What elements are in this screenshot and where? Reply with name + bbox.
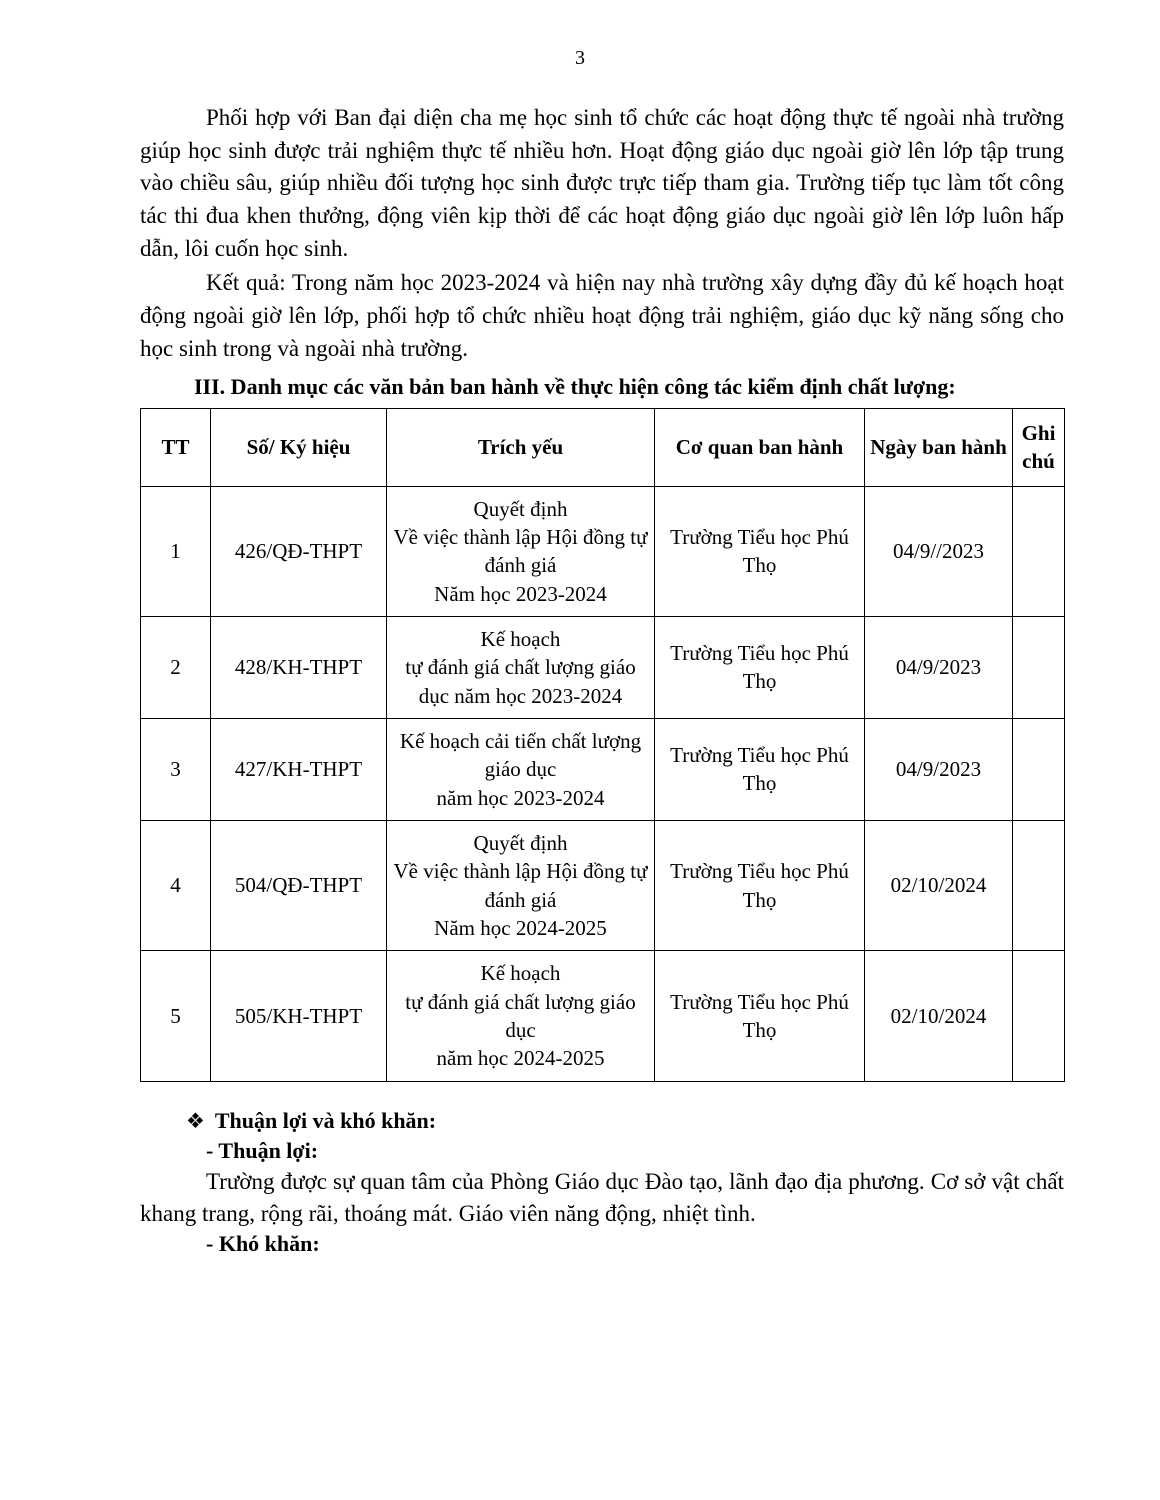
cell-ghi-chu [1013,718,1065,820]
cell-tt: 3 [141,718,211,820]
cell-so: 426/QĐ-THPT [211,486,387,616]
after-table-section [140,1108,1064,1257]
table-header-row [141,408,1065,486]
cell-co-quan: Trường Tiểu học Phú Thọ [655,486,865,616]
documents-table [140,408,1065,1082]
table-header-tt: TT [141,408,211,486]
paragraph-2: Kết quả: Trong năm học 2023-2024 và hiện nay nhà trường xây dựng đầy đủ kế hoạch hoạt động ngoài giờ lên lớp, phối hợp tổ chức nhiều hoạt động trải nghiệm, giáo dục kỹ năng sống cho học sinh trong và ngoài nhà trường. [140,270,1064,361]
cell-trich-yeu: Quyết định Về việc thành lập Hội đồng tự đánh giá Năm học 2024-2025 [387,820,655,950]
section-heading: III. Danh mục các văn bản ban hành về thực hiện công tác kiểm định chất lượng: [194,374,956,400]
table-header-ghi-chu: Ghi chú [1013,408,1065,486]
table-row [141,486,1065,616]
cell-trich-yeu: Kế hoạch cải tiến chất lượng giáo dục năm học 2023-2024 [387,718,655,820]
table-row [141,718,1065,820]
cell-so: 427/KH-THPT [211,718,387,820]
table-header-ngay-ban-hanh: Ngày ban hành [865,408,1013,486]
cell-so: 504/QĐ-THPT [211,820,387,950]
sub-heading-kho-khan: - Khó khăn: [206,1231,320,1257]
cell-trich-yeu: Kế hoạch tự đánh giá chất lượng giáo dục năm học 2024-2025 [387,951,655,1081]
table-header-trich-yeu: Trích yếu [387,408,655,486]
cell-so: 505/KH-THPT [211,951,387,1081]
paragraph-1: Phối hợp với Ban đại diện cha mẹ học sinh tổ chức các hoạt động thực tế ngoài nhà trường giúp học sinh được trải nghiệm thực tế nhiều hơn. Hoạt động giáo dục ngoài giờ lên lớp tập trung vào chiều sâu, giúp nhiều đối tượng học sinh được trực tiếp tham gia. Trường tiếp tục làm tốt công tác thi đua khen thưởng, động viên kịp thời để các hoạt động giáo dục ngoài giờ lên lớp luôn hấp dẫn, lôi cuốn học sinh. [140,105,1064,261]
cell-tt: 4 [141,820,211,950]
table-row [141,820,1065,950]
sub-heading-thuan-loi: - Thuận lợi: [206,1137,319,1163]
bullet-heading-text: Thuận lợi và khó khăn: [214,1107,437,1133]
diamond-bullet-icon: ❖ [186,1108,205,1133]
cell-tt: 1 [141,486,211,616]
cell-co-quan: Trường Tiểu học Phú Thọ [655,820,865,950]
table-header-so-ky-hieu: Số/ Ký hiệu [211,408,387,486]
cell-ghi-chu [1013,951,1065,1081]
cell-co-quan: Trường Tiểu học Phú Thọ [655,718,865,820]
cell-tt: 2 [141,616,211,718]
cell-ngay: 02/10/2024 [865,820,1013,950]
paragraph-thuan-loi: Trường được sự quan tâm của Phòng Giáo dục Đào tạo, lãnh đạo địa phương. Cơ sở vật chất khang trang, rộng rãi, thoáng mát. Giáo viên năng động, nhiệt tình. [140,1168,1064,1227]
cell-trich-yeu: Quyết định Về việc thành lập Hội đồng tự đánh giá Năm học 2023-2024 [387,486,655,616]
cell-co-quan: Trường Tiểu học Phú Thọ [655,616,865,718]
table-row [141,616,1065,718]
cell-ghi-chu [1013,820,1065,950]
cell-so: 428/KH-THPT [211,616,387,718]
cell-tt: 5 [141,951,211,1081]
cell-ngay: 04/9/2023 [865,616,1013,718]
cell-ghi-chu [1013,616,1065,718]
cell-ghi-chu [1013,486,1065,616]
cell-ngay: 04/9/2023 [865,718,1013,820]
page-number: 3 [575,47,585,69]
cell-ngay: 02/10/2024 [865,951,1013,1081]
table-row [141,951,1065,1081]
table-header-co-quan: Cơ quan ban hành [655,408,865,486]
bullet-heading-row [140,1108,1064,1134]
cell-trich-yeu: Kế hoạch tự đánh giá chất lượng giáo dục năm học 2023-2024 [387,616,655,718]
cell-co-quan: Trường Tiểu học Phú Thọ [655,951,865,1081]
cell-ngay: 04/9//2023 [865,486,1013,616]
